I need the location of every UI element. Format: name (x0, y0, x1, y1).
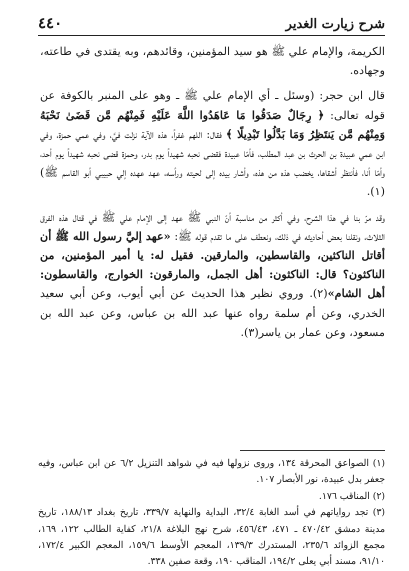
running-title: شرح زيارت الغدير (285, 17, 385, 32)
page-header (38, 10, 385, 36)
quran-verse: ﴿ رِجَالٌ صَدَقُوا مَا عَاهَدُوا اللَّهَ عَلَيْهِ فَمِنْهُم مَّن قَضَىٰ نَحْبَهُ وَمِنْهُم مَّن يَنتَظِرُ وَمَا بَدَّلُوا تَبْدِيلًا ﴾ (40, 107, 386, 141)
page-number: ٤٤٠ (38, 14, 63, 32)
footnote-1: (١) الصواعق المحرقة ١٣٤، وروى نزولها فيه في شواهد التنزيل ٦/٢ عن ابن عباس، وفيه جعفر بدل عبيدة، نور الأبصار ١٠٧. (38, 458, 386, 486)
paragraph-2-text-b: فقال: اللهم غفراً، هذه الآية نزلت فيَّ، وفي عمي حمزة، وفي ابن عمي عبيدة بن الحرث بن عبد المطلب، فأمّا عبيدة فقضى نحبه شهيداً يوم بدر، وحمزة قضى نحبه شهيداً يوم أحد، وأمّا أنا، فأنتظر أشقاها، يخضب هذه من هذه، وأشار بيده إلى لحيته ورأسه، عهد عهده إلي حبيبي أبو القاسم ﷺ)(١). (40, 127, 385, 199)
paragraph-3-text-b: (٢). وروي نظير هذا الحديث عن أبي أيوب، وعن أبي سعيد الخدري، وعن أم سلمة رواه عنها عبد الله بن عباس، وعن عبد الله بن مسعود، وعن عمار بن ياسر(٣). (40, 287, 385, 339)
paragraph-2-text-a: قال ابن حجر: (وسئل ـ أي الإمام علي ﷺ ـ وهو على المنبر بالكوفة عن قوله تعالى: (40, 89, 386, 122)
paragraph-2 (40, 86, 385, 201)
paragraph-1: الكريمة، والإمام علي ﷺ هو سيد المؤمنين، وقائدهم، وبه يقتدى في طاعته، وجهاده. (40, 45, 385, 78)
paragraph-3-text-a: وقد مرّ بنا في هذا الشرح، وفي أكثر من مناسبة أنّ النبي ﷺ عهد إلى الإمام علي ﷺ في قتال هذه الفرق الثلاث، ونقلنا بعض أحاديثه في ذلك، ونعطف على ما تقدم قوله ﷺ: (40, 210, 385, 243)
paragraph-3 (40, 208, 385, 342)
footnote-divider (240, 450, 385, 451)
footnote-2: (٢) المناقب ١٧٦. (318, 490, 385, 502)
footnotes (38, 456, 385, 571)
main-text (40, 42, 385, 348)
hadith-quote: «عهد إليَّ رسول الله ﷺ أن أقاتل الناكثين، والقاسطين، والمارقين. فقيل له: يا أمير المؤمنين، من الناكثون؟ قال: الناكثون: أهل الجمل، والمارقون: الخوارج، والقاسطون: أهل الشام» (40, 228, 386, 301)
footnote-3: (٣) تجد رواياتهم في أسد الغابة ٣٢/٤، البداية والنهاية ٣٣٩/٧، تاريخ بغداد ١٨٨/١٣، تاريخ مدينة دمشق ٤٧٠/٤٢ ـ ٤٧١، ٤٥٦/٤٣، شرح نهج البلاغة ٢١/٨، كفاية الطالب ١٢٢، ١٦٩، مجمع الزوائد ٢٣٥/٦، المستدرك ١٣٩/٣، المعجم الأوسط ١٥٩/٦، المعجم الكبير ١٧٢/٤، ٩١/١٠، مسند أبي يعلى ١٩٤/٢، المناقب ١٩٠، وقعة صفين ٣٣٨. (38, 507, 385, 568)
